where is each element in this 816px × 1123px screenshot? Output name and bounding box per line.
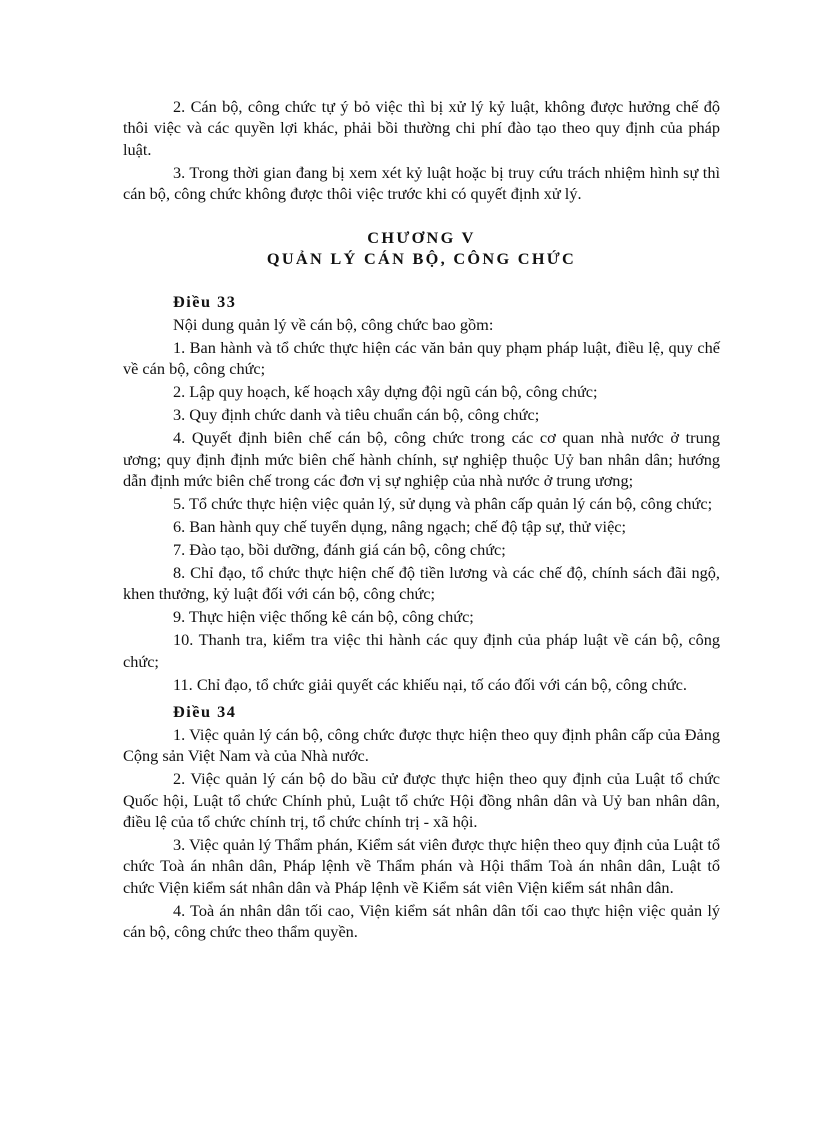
article-34-item-1: 1. Việc quản lý cán bộ, công chức được thực hiện theo quy định phân cấp của Đảng Cộng sản Việt Nam và của Nhà nước. (123, 724, 720, 766)
article-33-item-9: 9. Thực hiện việc thống kê cán bộ, công chức; (173, 607, 474, 627)
article-33-item-8: 8. Chỉ đạo, tổ chức thực hiện chế độ tiền lương và các chế độ, chính sách đãi ngộ, khen thưởng, kỷ luật đối với cán bộ, công chức; (123, 563, 720, 604)
chapter-title: QUẢN LÝ CÁN BỘ, CÔNG CHỨC (266, 249, 577, 269)
article-33-item-2: 2. Lập quy hoạch, kế hoạch xây dựng đội ngũ cán bộ, công chức; (173, 382, 598, 402)
article-33-item-7: 7. Đào tạo, bồi dưỡng, đánh giá cán bộ, công chức; (173, 540, 506, 560)
article-34-item-2: 2. Việc quản lý cán bộ do bầu cử được thực hiện theo quy định của Luật tổ chức Quốc hội, Luật tổ chức Chính phủ, Luật tổ chức Hội đồng nhân dân và Uỷ ban nhân dân, điều lệ của tổ chức chính trị, tổ chức chính trị - xã hội. (123, 769, 720, 831)
article-33-lead: Nội dung quản lý về cán bộ, công chức bao gồm: (173, 314, 494, 334)
article-33-item-4: 4. Quyết định biên chế cán bộ, công chức trong các cơ quan nhà nước ở trung ương; quy định định mức biên chế hành chính, sự nghiệp thuộc Uỷ ban nhân dân; hướng dẫn định mức biên chế trong các đơn vị sự nghiệp của nhà nước ở trung ương; (123, 428, 720, 491)
article-34-heading: Điều 34 (173, 702, 237, 722)
paragraph-intro-2: 2. Cán bộ, công chức tự ý bỏ việc thì bị xử lý kỷ luật, không được hưởng chế độ thôi việc và các quyền lợi khác, phải bồi thường chi phí đào tạo theo quy định của pháp luật. (123, 97, 720, 159)
article-33-item-3: 3. Quy định chức danh và tiêu chuẩn cán bộ, công chức; (173, 405, 540, 425)
article-33-heading: Điều 33 (173, 292, 237, 312)
article-34-item-4: 4. Toà án nhân dân tối cao, Viện kiểm sát nhân dân tối cao thực hiện việc quản lý cán bộ, công chức theo thẩm quyền. (123, 900, 720, 942)
paragraph-intro-3: 3. Trong thời gian đang bị xem xét kỷ luật hoặc bị truy cứu trách nhiệm hình sự thì cán bộ, công chức không được thôi việc trước khi có quyết định xử lý. (123, 162, 720, 204)
article-33-item-1: 1. Ban hành và tổ chức thực hiện các văn bản quy phạm pháp luật, điều lệ, quy chế về cán bộ, công chức; (123, 337, 720, 379)
article-34-item-3: 3. Việc quản lý Thẩm phán, Kiểm sát viên được thực hiện theo quy định của Luật tổ chức Toà án nhân dân, Pháp lệnh về Thẩm phán và Hội thẩm Toà án nhân dân, Luật tổ chức Viện kiểm sát nhân dân và Pháp lệnh về Kiểm sát viên Viện kiểm sát nhân dân. (123, 834, 720, 897)
article-33-item-6: 6. Ban hành quy chế tuyển dụng, nâng ngạch; chế độ tập sự, thử việc; (173, 517, 627, 537)
article-33-item-10: 10. Thanh tra, kiểm tra việc thi hành các quy định của pháp luật về cán bộ, công chức; (123, 630, 720, 671)
article-33-item-5: 5. Tổ chức thực hiện việc quản lý, sử dụng và phân cấp quản lý cán bộ, công chức; (173, 494, 713, 514)
chapter-number: CHƯƠNG V (367, 227, 476, 247)
article-33-item-11: 11. Chỉ đạo, tổ chức giải quyết các khiếu nại, tố cáo đối với cán bộ, công chức. (173, 674, 687, 694)
